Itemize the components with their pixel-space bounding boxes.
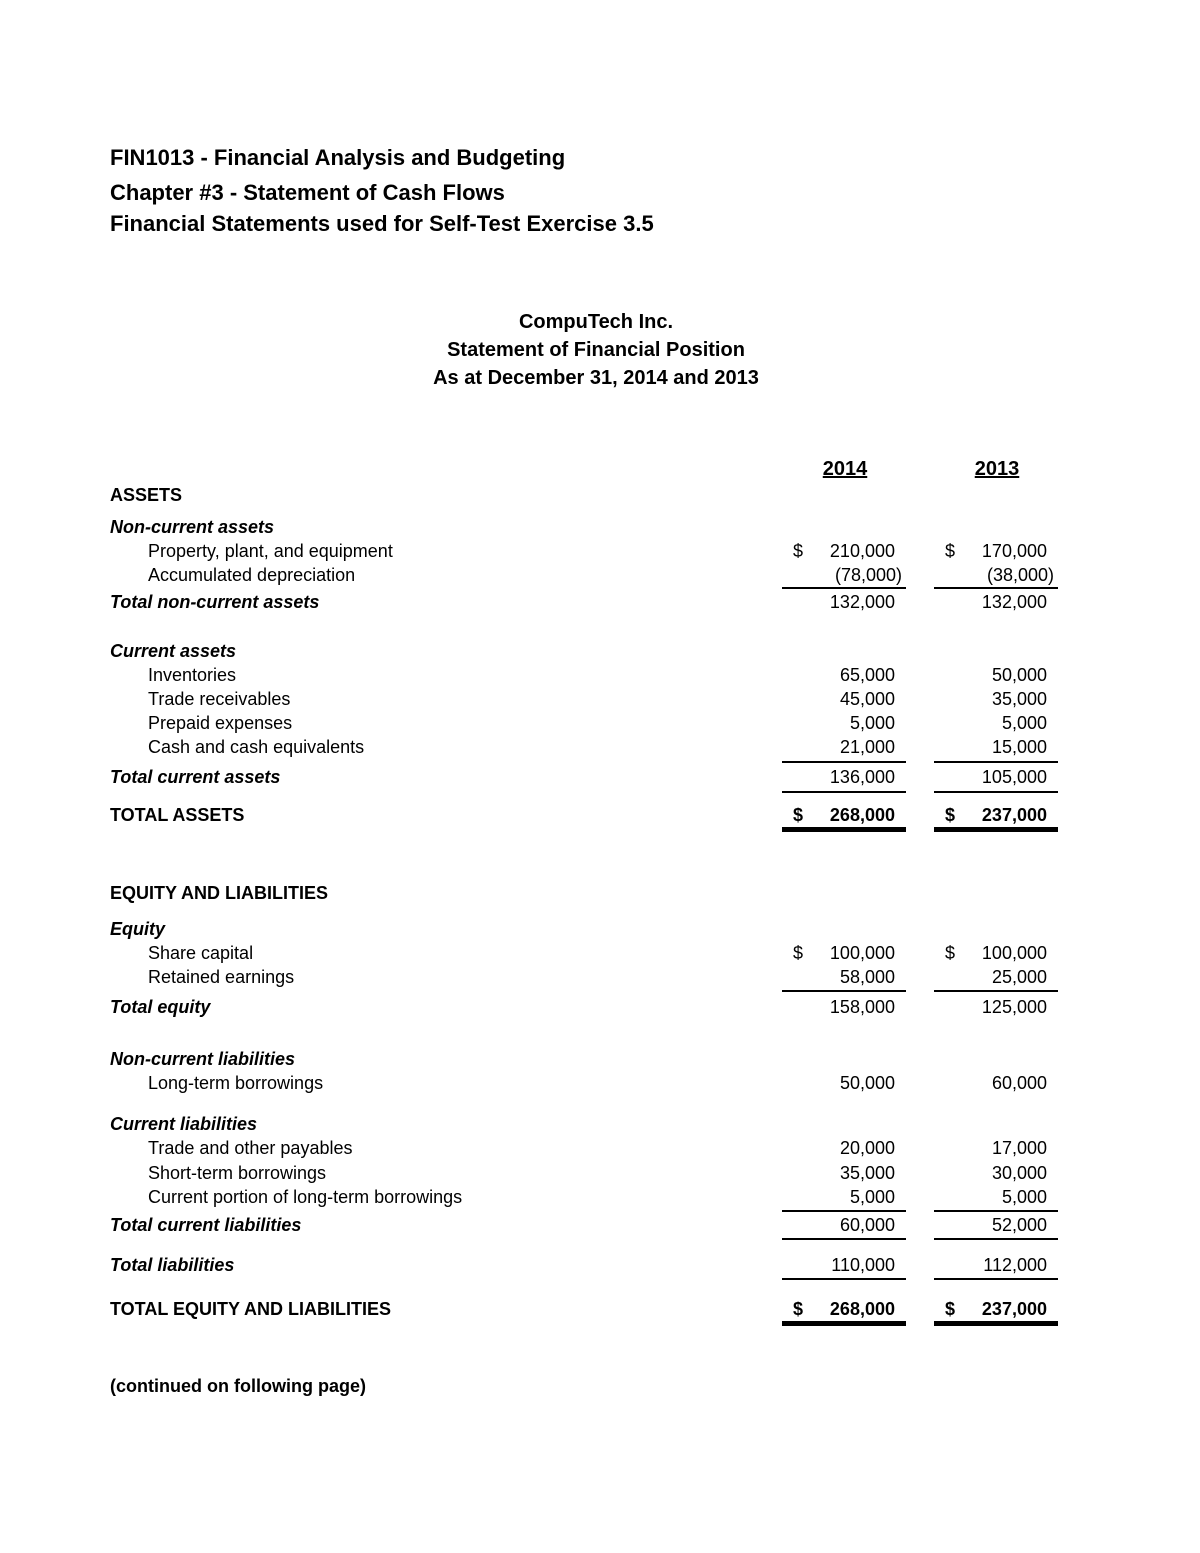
total-liabilities-label: Total liabilities: [110, 1255, 235, 1275]
total-liabilities-2013: 112,000: [983, 1255, 1047, 1275]
subtotal-rule: [782, 761, 906, 763]
prepaid-expenses-2013: 5,000: [1001, 713, 1047, 733]
subtotal-rule: [782, 1210, 906, 1212]
subtotal-rule: [934, 761, 1058, 763]
retained-earnings-2014: 58,000: [839, 967, 895, 987]
subtotal-rule: [782, 587, 906, 589]
cash-2014: 21,000: [839, 737, 895, 757]
current-portion-ltb-2014: 5,000: [849, 1187, 895, 1207]
currency-symbol: $: [945, 805, 956, 825]
long-term-borrowings-2013: 60,000: [991, 1073, 1047, 1093]
currency-symbol: $: [793, 805, 804, 825]
total-assets-label: TOTAL ASSETS: [110, 805, 245, 825]
continued-note: (continued on following page): [110, 1376, 366, 1396]
short-term-borrowings-2014: 35,000: [839, 1163, 895, 1183]
subtotal-rule: [934, 587, 1058, 589]
depreciation-2013: (38,000): [986, 565, 1054, 585]
trade-payables-2014: 20,000: [839, 1138, 895, 1158]
course-title: FIN1013 - Financial Analysis and Budgeting: [110, 145, 566, 170]
short-term-borrowings-2013: 30,000: [991, 1163, 1047, 1183]
total-equity-label: Total equity: [110, 997, 211, 1017]
grand-total-rule: [934, 1321, 1058, 1326]
retained-earnings-label: Retained earnings: [148, 967, 295, 987]
subtotal-rule: [782, 1238, 906, 1240]
company-name: CompuTech Inc.: [518, 311, 674, 333]
trade-receivables-2013: 35,000: [991, 689, 1047, 709]
current-assets-heading: Current assets: [110, 641, 237, 661]
total-equity-2013: 125,000: [981, 997, 1047, 1017]
grand-total-rule: [934, 827, 1058, 832]
total-current-assets-label: Total current assets: [110, 767, 281, 787]
subtotal-rule: [934, 1238, 1058, 1240]
short-term-borrowings-label: Short-term borrowings: [148, 1163, 327, 1183]
trade-payables-2013: 17,000: [991, 1138, 1047, 1158]
retained-earnings-2013: 25,000: [991, 967, 1047, 987]
chapter-title: Chapter #3 - Statement of Cash Flows: [110, 180, 505, 205]
cash-2013: 15,000: [991, 737, 1047, 757]
statement-date: As at December 31, 2014 and 2013: [433, 367, 759, 389]
grand-total-rule: [782, 827, 906, 832]
total-current-assets-2014: 136,000: [829, 767, 895, 787]
total-noncurrent-assets-2013: 132,000: [981, 592, 1047, 612]
total-assets-2014: 268,000: [829, 805, 895, 825]
share-capital-2013: 100,000: [981, 943, 1047, 963]
grand-total-rule: [782, 1321, 906, 1326]
prepaid-expenses-label: Prepaid expenses: [148, 713, 293, 733]
noncurrent-assets-heading: Non-current assets: [110, 517, 275, 537]
subtotal-rule: [934, 1210, 1058, 1212]
subtotal-rule: [782, 1278, 906, 1280]
current-portion-ltb-label: Current portion of long-term borrowings: [148, 1187, 463, 1207]
long-term-borrowings-2014: 50,000: [839, 1073, 895, 1093]
total-current-assets-2013: 105,000: [981, 767, 1047, 787]
total-assets-2013: 237,000: [981, 805, 1047, 825]
subtotal-rule: [934, 1278, 1058, 1280]
trade-receivables-2014: 45,000: [839, 689, 895, 709]
subtotal-rule: [934, 990, 1058, 992]
total-equity-liabilities-2013: 237,000: [981, 1299, 1047, 1319]
trade-payables-label: Trade and other payables: [148, 1138, 353, 1158]
inventories-2014: 65,000: [839, 665, 895, 685]
long-term-borrowings-label: Long-term borrowings: [148, 1073, 324, 1093]
prepaid-expenses-2014: 5,000: [849, 713, 895, 733]
inventories-label: Inventories: [148, 665, 237, 685]
currency-symbol: $: [945, 1299, 956, 1319]
trade-receivables-label: Trade receivables: [148, 689, 291, 709]
column-header-2013: 2013: [974, 458, 1020, 480]
equity-heading: Equity: [110, 919, 166, 939]
currency-symbol: $: [945, 541, 956, 561]
subtotal-rule: [782, 990, 906, 992]
exercise-title: Financial Statements used for Self-Test Exercise 3.5: [110, 211, 654, 236]
currency-symbol: $: [945, 943, 956, 963]
total-current-liabilities-2014: 60,000: [839, 1215, 895, 1235]
share-capital-2014: 100,000: [829, 943, 895, 963]
currency-symbol: $: [793, 943, 804, 963]
total-current-liabilities-2013: 52,000: [991, 1215, 1047, 1235]
currency-symbol: $: [793, 541, 804, 561]
total-equity-liabilities-label: TOTAL EQUITY AND LIABILITIES: [110, 1299, 392, 1319]
current-liabilities-heading: Current liabilities: [110, 1114, 258, 1134]
assets-heading: ASSETS: [110, 485, 183, 505]
cash-label: Cash and cash equivalents: [148, 737, 365, 757]
total-equity-liabilities-2014: 268,000: [829, 1299, 895, 1319]
equity-liabilities-heading: EQUITY AND LIABILITIES: [110, 883, 329, 903]
statement-title: Statement of Financial Position: [447, 339, 745, 361]
inventories-2013: 50,000: [991, 665, 1047, 685]
total-current-liabilities-label: Total current liabilities: [110, 1215, 302, 1235]
subtotal-rule: [934, 791, 1058, 793]
subtotal-rule: [782, 791, 906, 793]
current-portion-ltb-2013: 5,000: [1001, 1187, 1047, 1207]
total-equity-2014: 158,000: [829, 997, 895, 1017]
ppe-2014: 210,000: [829, 541, 895, 561]
total-liabilities-2014: 110,000: [831, 1255, 895, 1275]
noncurrent-liabilities-heading: Non-current liabilities: [110, 1049, 296, 1069]
total-noncurrent-assets-label: Total non-current assets: [110, 592, 320, 612]
share-capital-label: Share capital: [148, 943, 254, 963]
column-header-2014: 2014: [822, 458, 868, 480]
ppe-2013: 170,000: [981, 541, 1047, 561]
depreciation-label: Accumulated depreciation: [148, 565, 356, 585]
ppe-label: Property, plant, and equipment: [148, 541, 393, 561]
total-noncurrent-assets-2014: 132,000: [829, 592, 895, 612]
currency-symbol: $: [793, 1299, 804, 1319]
depreciation-2014: (78,000): [834, 565, 902, 585]
